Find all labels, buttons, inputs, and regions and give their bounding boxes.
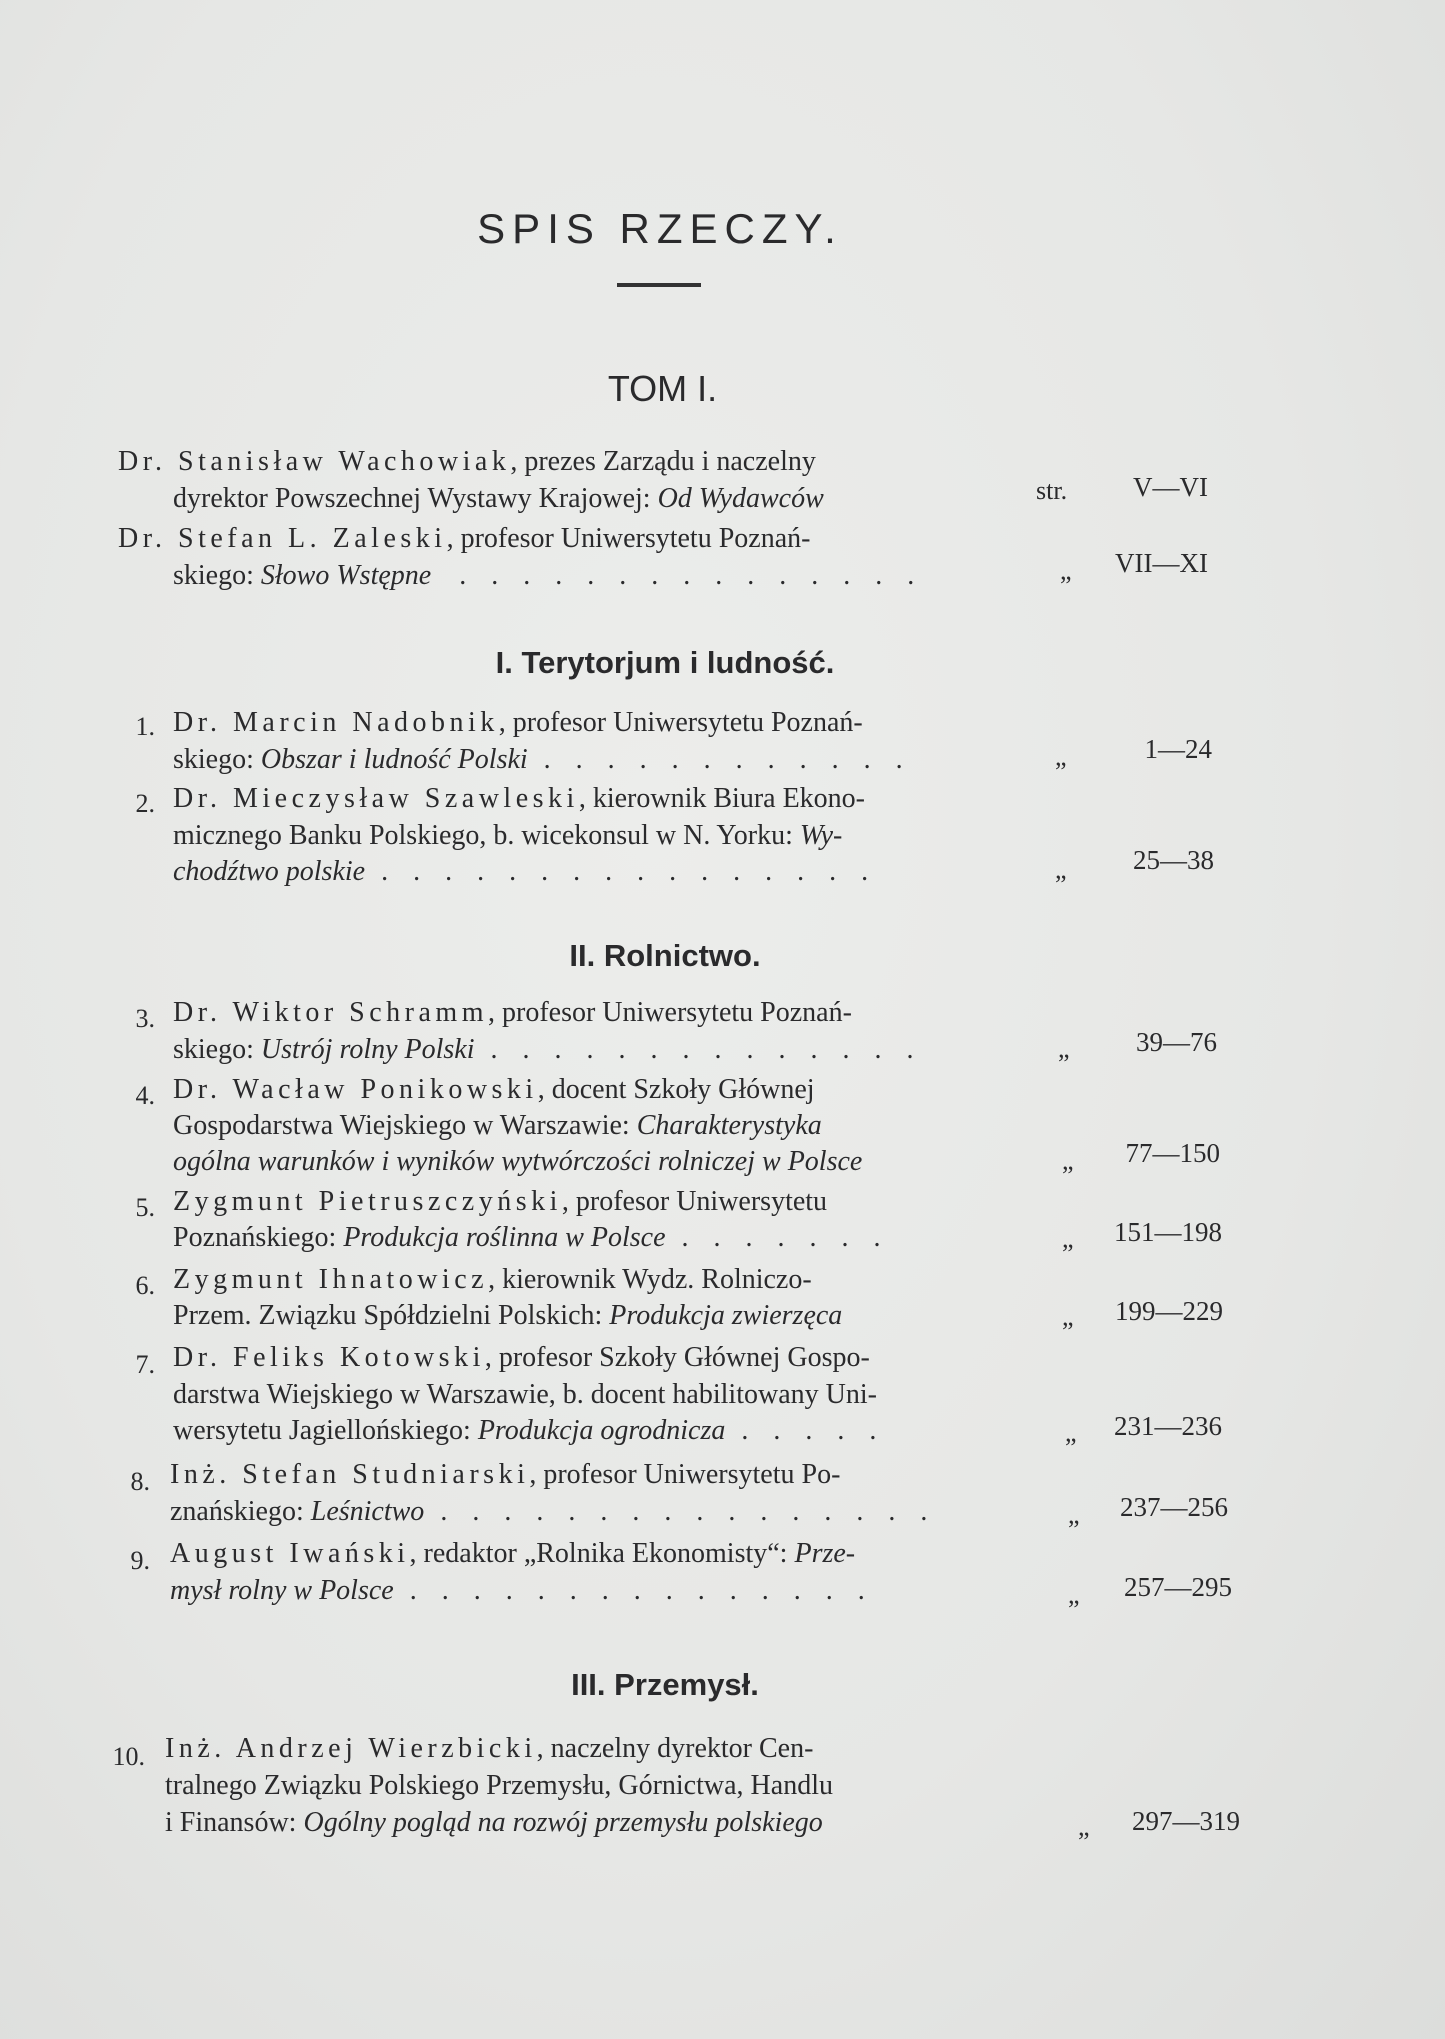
entry-line [165,1770,833,1802]
entry-title: Produkcja ogrodnicza [477,1415,726,1446]
entry-title: Wy- [799,820,843,851]
entry-text: Przem. Związku Spółdzielni Polskich: [173,1300,610,1331]
entry-text: , profesor Uniwersytetu Poznań- [488,997,852,1028]
entry-number: 5. [135,1193,155,1222]
entry-text: skiego: [173,744,261,775]
page-prefix: „ [1068,1500,1080,1529]
entry-title: Obszar i ludność Polski [260,744,528,775]
entry-title: Ustrój rolny Polski [260,1034,475,1065]
page-prefix: „ [1055,742,1067,771]
page-range: 237—256 [1120,1492,1228,1522]
leader-dots: . . . . . . . . . . . . . . . [393,1575,874,1606]
entry-line [170,1575,874,1607]
entry-title: Charakterystyka [636,1110,822,1141]
entry-line [170,1496,936,1528]
entry-line [173,783,865,815]
entry-line [173,820,842,852]
leader-dots: . . . . . . . . . . . . . . . . [424,1496,937,1527]
entry-title: ogólna warunków i wyników wytwórczości rolniczej w Polsce [173,1146,863,1177]
page-range: VII—XI [1115,548,1208,578]
entry-number: 7. [135,1350,155,1379]
entry-text: skiego: [173,560,261,591]
entry-line [173,560,923,592]
entry-number: 2. [135,789,155,818]
entry-line [170,1459,840,1491]
entry-text: , kierownik Biura Ekono- [578,783,865,814]
entry-line [173,1034,923,1066]
page-prefix: „ [1060,556,1072,585]
entry-title: Ogólny pogląd na rozwój przemysłu polskiego [303,1807,823,1838]
entry-line [118,446,1010,478]
author-name: Dr. Stefan L. Zaleski [118,523,447,554]
entry-title: Słowo Wstępne [260,560,432,591]
entry-text: , docent Szkoły Głównej [537,1074,815,1105]
entry-title: mysł rolny w Polsce [170,1575,394,1606]
author-name: Dr. Marcin Nadobnik [173,707,499,738]
entry-text: , redaktor „Rolnika Ekonomisty“: [409,1538,795,1569]
entry-line [173,1300,842,1332]
page-prefix: „ [1068,1580,1080,1609]
entry-number: 10. [112,1742,145,1771]
entry-line [165,1733,813,1765]
entry-line [173,1415,885,1447]
author-name: Dr. Mieczysław Szawleski [173,783,579,814]
volume-heading: TOM I. [607,368,718,409]
entry-line [165,1807,823,1839]
entry-number: 8. [130,1467,150,1496]
entry-line [118,523,810,555]
entry-title: Od Wydawców [657,483,824,514]
page-prefix: „ [1078,1812,1090,1841]
entry-text: tralnego Związku Polskiego Przemysłu, Górnictwa, Handlu [165,1770,833,1801]
page-range: V—VI [1133,472,1208,502]
entry-text: dyrektor Powszechnej Wystawy Krajowej: [173,483,658,514]
page-prefix: „ [1055,855,1067,884]
entry-text: , profesor Uniwersytetu Po- [529,1459,841,1490]
entry-line [173,856,877,888]
section-heading: III. Przemysł. [571,1667,759,1702]
entry-number: 9. [130,1546,150,1575]
entry-line [173,707,863,739]
entry-title: chodźtwo polskie [173,856,366,887]
entry-text: Gospodarstwa Wiejskiego w Warszawie: [173,1110,637,1141]
entry-line [173,1342,870,1374]
entry-line [173,483,824,515]
entry-title: Produkcja zwierzęca [609,1300,843,1331]
author-name: Zygmunt Pietruszczyński [173,1186,562,1217]
author-name: Dr. Stanisław Wachowiak [118,446,511,477]
entry-line [173,1186,827,1218]
page-range: 25—38 [1133,845,1214,875]
entry-number: 3. [135,1004,155,1033]
entry-line [173,744,912,776]
page-prefix: „ [1058,1034,1070,1063]
entry-line [173,1222,890,1254]
page-prefix: „ [1062,1302,1074,1331]
entry-text: znańskiego: [170,1496,311,1527]
page-prefix: „ [1065,1418,1077,1447]
entry-line [173,997,852,1029]
page-range: 77—150 [1125,1138,1220,1168]
page-prefix: „ [1062,1146,1074,1175]
entry-line [173,1146,862,1178]
author-name: Dr. Wiktor Schramm [173,997,488,1028]
leader-dots: . . . . . . . . . . . . . . . [459,560,924,591]
leader-dots: . . . . . [725,1415,886,1446]
entry-line [173,1264,812,1296]
author-name: Inż. Andrzej Wierzbicki [165,1733,537,1764]
entry-line [173,1110,822,1142]
entry-text: darstwa Wiejskiego w Warszawie, b. docent habilitowany Uni- [173,1379,877,1410]
entry-text: , profesor Szkoły Głównej Gospo- [484,1342,870,1373]
page-range: 231—236 [1114,1411,1222,1441]
page-range: 257—295 [1124,1572,1232,1602]
entry-text: Poznańskiego: [173,1222,344,1253]
title-rule [617,283,701,287]
entry-text: , profesor Uniwersytetu [561,1186,828,1217]
entry-number: 1. [135,712,155,741]
section-heading: II. Rolnictwo. [569,938,761,973]
author-name: Dr. Feliks Kotowski [173,1342,485,1373]
entry-title: Produkcja roślinna w Polsce [343,1222,666,1253]
entry-line [173,1379,877,1411]
leader-dots: . . . . . . . . . . . . . . [474,1034,923,1065]
author-name: Zygmunt Ihnatowicz [173,1264,489,1295]
entry-title: Prze- [794,1538,856,1569]
author-name: Inż. Stefan Studniarski [170,1459,530,1490]
entry-text: , profesor Uniwersytetu Poznań- [498,707,863,738]
entry-text: wersytetu Jagiellońskiego: [173,1415,478,1446]
entry-text: , prezes Zarządu i naczelny [510,446,816,477]
page-range: 199—229 [1115,1296,1223,1326]
author-name: August Iwański [170,1538,410,1569]
leader-dots: . . . . . . . [665,1222,890,1253]
leader-dots: . . . . . . . . . . . . . . . . [365,856,878,887]
leader-dots: . . . . . . . . . . . . [527,744,912,775]
page-prefix: str. [1036,476,1068,505]
entry-title: Leśnictwo [310,1496,425,1527]
section-heading: I. Terytorjum i ludność. [495,645,835,680]
page-prefix: „ [1062,1224,1074,1253]
page-range: 1—24 [1144,734,1212,764]
entry-number: 4. [135,1081,155,1110]
entry-text: micznego Banku Polskiego, b. wicekonsul w N. Yorku: [173,820,800,851]
entry-text: , naczelny dyrektor Cen- [536,1733,814,1764]
author-name: Dr. Wacław Ponikowski [173,1074,538,1105]
entry-line [170,1538,855,1570]
page-range: 297—319 [1132,1806,1240,1836]
entry-text: skiego: [173,1034,261,1065]
page-range: 151—198 [1114,1217,1222,1247]
entry-text: i Finansów: [165,1807,304,1838]
page-title: SPIS RZECZY. [477,205,843,252]
entry-line [173,1074,815,1106]
entry-text: , profesor Uniwersytetu Poznań- [446,523,811,554]
page-range: 39—76 [1136,1027,1217,1057]
entry-number: 6. [135,1271,155,1300]
entry-text: , kierownik Wydz. Rolniczo- [488,1264,812,1295]
